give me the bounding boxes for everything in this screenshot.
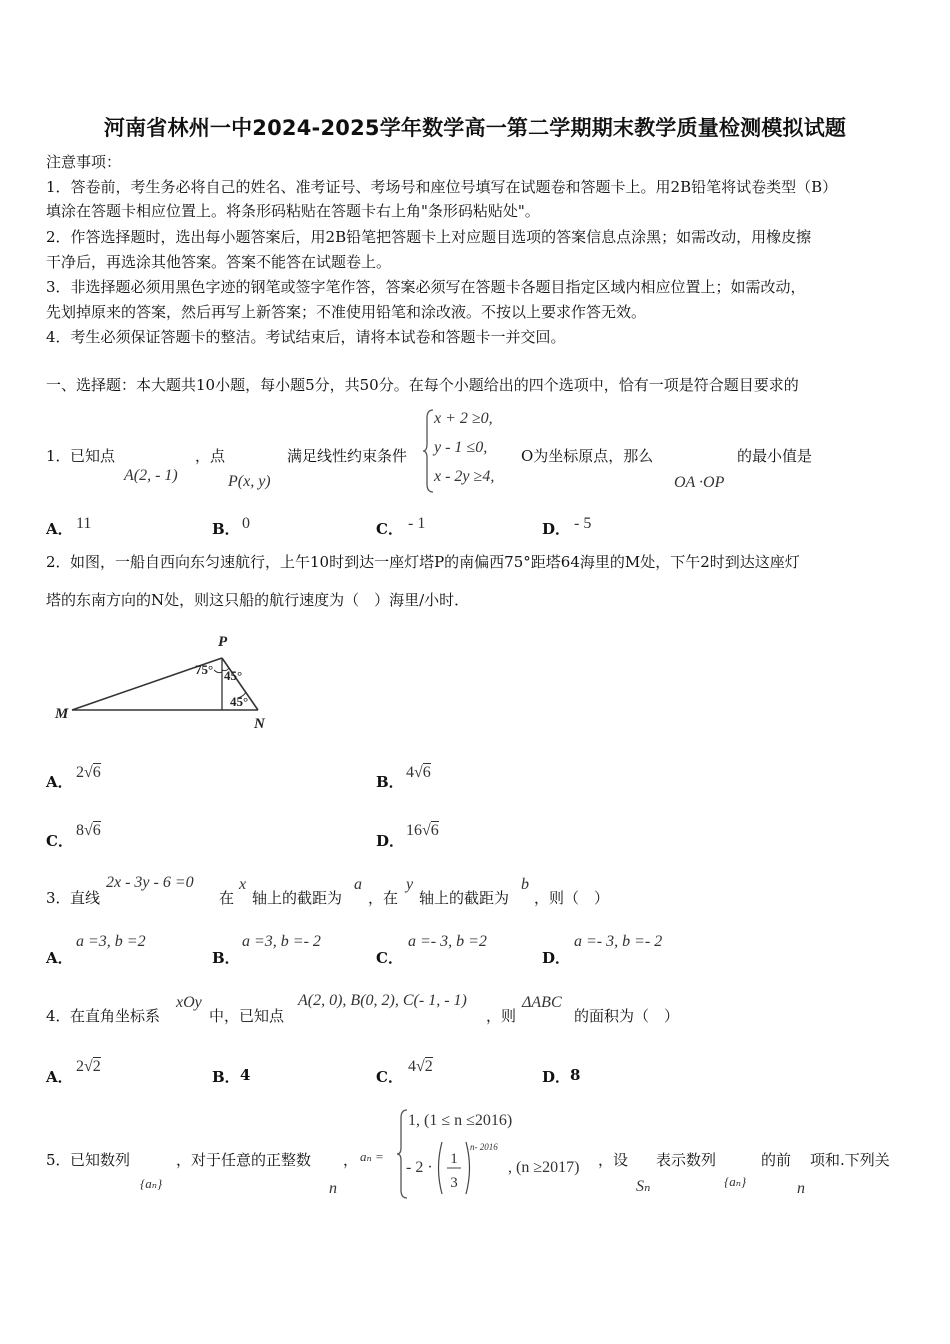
radical-sign: √ <box>414 764 423 781</box>
option-label: C． <box>376 520 403 538</box>
frac-numerator: 1 <box>450 1151 458 1167</box>
coef: 4 <box>408 1058 416 1075</box>
label-p: P <box>218 634 228 650</box>
option-value: 8 <box>570 1066 581 1084</box>
option-label: B． <box>376 773 404 791</box>
question-text: O为坐标原点，那么 <box>521 447 654 465</box>
coordinate-system: xOy <box>176 994 202 1011</box>
option-value: a =- 3, b =2 <box>408 933 487 950</box>
coef: 4 <box>406 764 414 781</box>
radical-sign: √ <box>84 822 93 839</box>
sum-sn: Sₙ <box>636 1178 651 1195</box>
option-value: 11 <box>76 515 92 532</box>
question-text: 表示数列 <box>656 1151 717 1169</box>
var-y: y <box>406 876 414 893</box>
angle-45-top: 45° <box>224 668 243 683</box>
coef: 16 <box>406 822 422 839</box>
an-definition: aₙ = <box>360 1149 384 1164</box>
question-number: 3． <box>46 889 71 907</box>
option-value <box>406 762 431 782</box>
notes-line: 4．考生必须保证答题卡的整洁。考试结束后，请将本试卷和答题卡一并交回。 <box>46 328 566 346</box>
question-text: ，设 <box>598 1151 629 1169</box>
question-text: 中，已知点 <box>209 1007 285 1025</box>
option-label: D． <box>376 832 405 850</box>
question-text: 在直角坐标系 <box>70 1007 161 1025</box>
question-text: 已知数列 <box>70 1151 131 1169</box>
option-value <box>408 1056 433 1076</box>
notes-line: 2．作答选择题时，选出每小题答案后，用2B铅笔把答题卡上对应题目选项的答案信息点涂黑；如需改动，用橡皮擦 <box>46 228 812 246</box>
frac-denominator: 3 <box>450 1175 458 1191</box>
question-text: ， <box>343 1151 359 1169</box>
constraint-2: y - 1 ≤0, <box>434 439 488 456</box>
option-label: D． <box>542 949 571 967</box>
coef: 8 <box>76 822 84 839</box>
question-text: 如图，一船自西向东匀速航行，上午10时到达一座灯塔P的南偏西75°距塔64海里的M处，下午2时到达这座灯 <box>70 553 800 571</box>
page-title: 河南省林州一中2024-2025学年数学高一第二学期期末教学质量检测模拟试题 <box>103 116 847 140</box>
question-text: 满足线性约束条件 <box>287 447 408 465</box>
point-a: A(2, - 1) <box>124 467 178 484</box>
question-text: 的面积为（ ） <box>574 1007 680 1025</box>
question-text: 轴上的截距为 <box>252 889 343 907</box>
question-text: 直线 <box>70 889 101 907</box>
var-n: n <box>797 1180 805 1197</box>
triangle-abc: ΔABC <box>522 994 562 1011</box>
option-label: B． <box>212 520 240 538</box>
point-p: P(x, y) <box>228 473 271 490</box>
radicand: 6 <box>92 764 101 781</box>
constraint-3: x - 2y ≥4, <box>434 468 495 485</box>
radicand: 2 <box>92 1058 101 1075</box>
option-value: a =3, b =- 2 <box>242 933 321 950</box>
constraint-1: x + 2 ≥0, <box>434 410 493 427</box>
notes-heading: 注意事项： <box>46 153 122 171</box>
option-label: B． <box>212 949 240 967</box>
notes-line: 填涂在答题卡相应位置上。将条形码粘贴在答题卡右上角"条形码粘贴处"。 <box>46 202 540 220</box>
section-heading: 一、选择题：本大题共10小题，每小题5分，共50分。在每个小题给出的四个选项中，恰有一项是符合题目要求的 <box>46 376 799 394</box>
notes-line: 3．非选择题必须用黑色字迹的钢笔或签字笔作答，答案必须写在答题卡各题目指定区域内相应位置上；如需改动， <box>46 278 806 296</box>
question-text: 已知点 <box>70 447 116 465</box>
question-number: 2． <box>46 553 71 571</box>
question-text: 轴上的截距为 <box>419 889 510 907</box>
label-n: N <box>254 716 265 732</box>
points-abc: A(2, 0), B(0, 2), C(- 1, - 1) <box>298 992 467 1009</box>
angle-75: 75° <box>195 662 214 677</box>
question-text: ，则（ ） <box>534 889 610 907</box>
option-label: D． <box>542 1068 571 1086</box>
question-text: ，点 <box>195 447 226 465</box>
question-number: 4． <box>46 1007 71 1025</box>
coef: 2 <box>76 764 84 781</box>
option-value: 4 <box>240 1066 251 1084</box>
option-label: D． <box>542 520 571 538</box>
option-label: A． <box>46 949 73 967</box>
radical-sign: √ <box>422 822 431 839</box>
radicand: 6 <box>422 764 431 781</box>
option-value <box>76 1056 101 1076</box>
notes-line: 先划掉原来的答案，然后再写上新答案；不准使用铅笔和涂改液。不按以上要求作答无效。 <box>46 303 647 321</box>
option-value <box>76 762 101 782</box>
radical-sign: √ <box>84 1058 93 1075</box>
option-value: - 1 <box>408 515 426 532</box>
line-equation: 2x - 3y - 6 =0 <box>106 874 194 891</box>
notes-line: 干净后，再选涂其他答案。答案不能答在试题卷上。 <box>46 253 392 271</box>
question-number: 5． <box>46 1151 71 1169</box>
option-label: C． <box>376 949 403 967</box>
radical-sign: √ <box>84 764 93 781</box>
angle-45-bottom: 45° <box>230 694 249 709</box>
option-value: 0 <box>242 515 250 532</box>
radicand: 6 <box>92 822 101 839</box>
var-x: x <box>239 876 247 893</box>
option-label: A． <box>46 520 73 538</box>
option-value: a =3, b =2 <box>76 933 146 950</box>
var-a: a <box>354 876 362 893</box>
notes-line: 1．答卷前，考生务必将自己的姓名、准考证号、考场号和座位号填写在试题卷和答题卡上。用2B铅笔将试卷类型（B） <box>46 178 838 196</box>
ship-lighthouse-figure <box>50 628 280 736</box>
option-label: A． <box>46 1068 73 1086</box>
coef: 2 <box>76 1058 84 1075</box>
question-text: 在 <box>219 889 235 907</box>
option-label: A． <box>46 773 73 791</box>
label-m: M <box>55 706 69 722</box>
question-text: 的前 <box>761 1151 792 1169</box>
exponent: n- 2016 <box>470 1142 498 1152</box>
case-2-coefficient: - 2 · <box>406 1159 433 1176</box>
question-text: ，对于任意的正整数 <box>176 1151 312 1169</box>
option-label: B． <box>212 1068 240 1086</box>
question-text: ，则 <box>486 1007 517 1025</box>
option-value <box>406 820 439 840</box>
option-value: a =- 3, b =- 2 <box>574 933 663 950</box>
option-value: - 5 <box>574 515 592 532</box>
question-text: 的最小值是 <box>737 447 813 465</box>
question-text: 塔的东南方向的N处，则这只船的航行速度为（ ）海里/小时． <box>46 591 470 609</box>
question-text: 项和.下列关 <box>810 1151 890 1169</box>
option-label: C． <box>376 1068 403 1086</box>
option-label: C． <box>46 832 73 850</box>
var-n: n <box>329 1180 337 1197</box>
sequence-an: {aₙ} <box>724 1174 747 1189</box>
sequence-an: {aₙ} <box>140 1176 163 1191</box>
radical-sign: √ <box>416 1058 425 1075</box>
radicand: 6 <box>430 822 439 839</box>
case-2-condition: , (n ≥2017) <box>508 1159 580 1176</box>
case-1: 1, (1 ≤ n ≤2016) <box>408 1112 513 1129</box>
fraction-one-third <box>434 1138 474 1198</box>
question-number: 1． <box>46 447 71 465</box>
dot-product: OA ·OP <box>674 474 725 491</box>
option-value <box>76 820 101 840</box>
radicand: 2 <box>424 1058 433 1075</box>
var-b: b <box>521 876 529 893</box>
question-text: ，在 <box>368 889 399 907</box>
